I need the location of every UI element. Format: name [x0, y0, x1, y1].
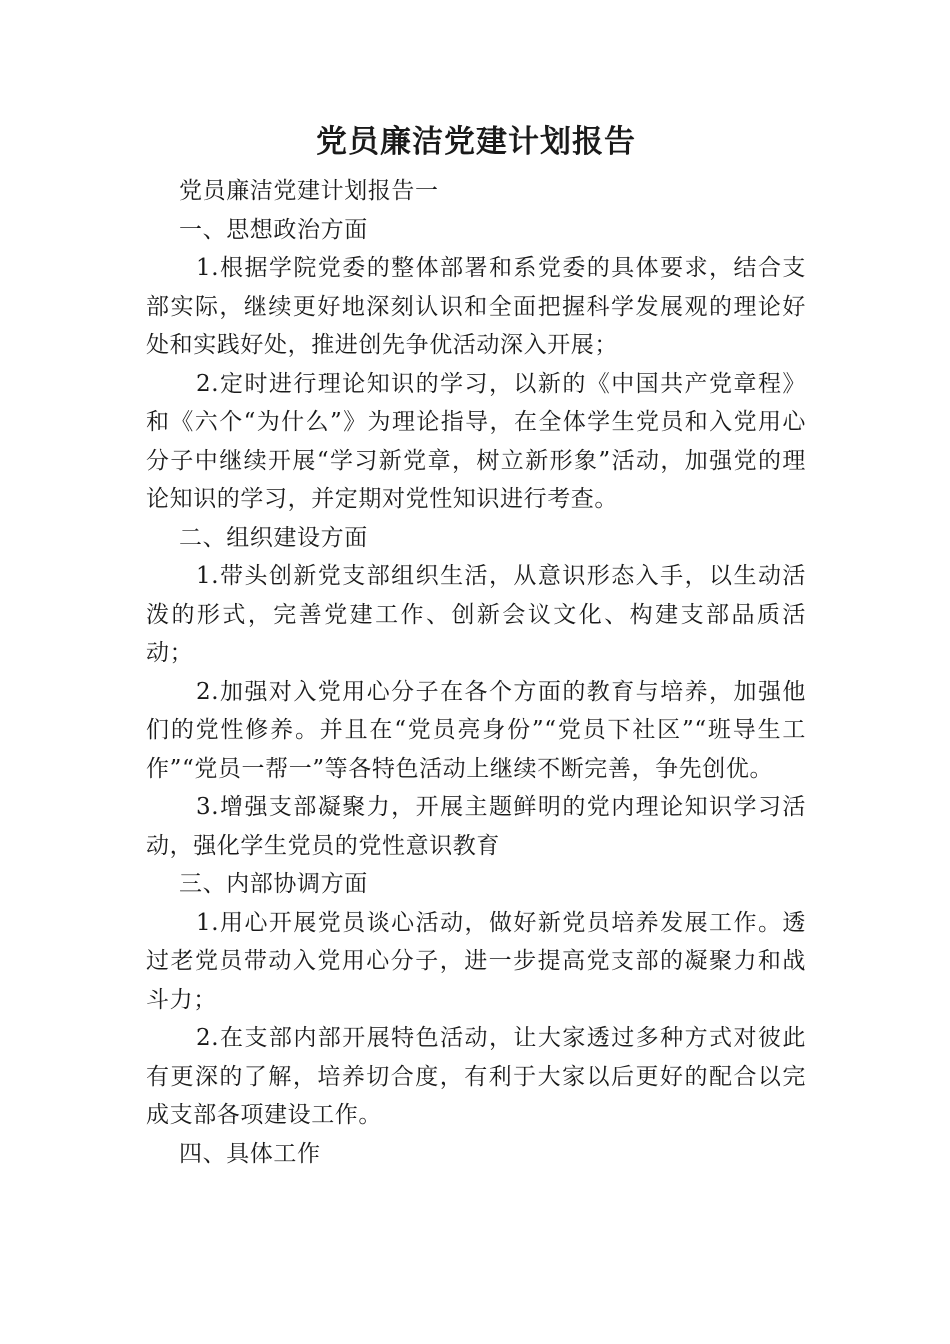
document-title: 党员廉洁党建计划报告	[316, 124, 636, 160]
paragraph-1-1: 1.根据学院党委的整体部署和系党委的具体要求，结合支部实际，继续更好地深刻认识和全面把握科学发展观的理论好处和实践好处，推进创先争优活动深入开展；	[146, 255, 806, 358]
paragraph-3-1: 1.用心开展党员谈心活动，做好新党员培养发展工作。透过老党员带动入党用心分子，进一步提高党支部的凝聚力和战斗力；	[146, 909, 806, 1013]
paragraph-2-3: 3.增强支部凝聚力，开展主题鲜明的党内理论知识学习活动，强化学生党员的党性意识教育	[146, 794, 806, 859]
paragraph-1-2: 2.定时进行理论知识的学习，以新的《中国共产党章程》和《六个“为什么”》为理论指导，在全体学生党员和入党用心分子中继续开展“学习新党章，树立新形象”活动，加强党的理论知识的学习，并定期对党性知识进行考查。	[146, 370, 806, 512]
document-page	[146, 118, 806, 1173]
document-subtitle: 党员廉洁党建计划报告一	[179, 178, 439, 204]
section-heading-2: 二、组织建设方面	[179, 524, 368, 551]
section-heading-1: 一、思想政治方面	[179, 216, 368, 243]
paragraph-2-2: 2.加强对入党用心分子在各个方面的教育与培养，加强他们的党性修养。并且在“党员亮身份”“党员下社区”“班导生工作”“党员一帮一”等各特色活动上继续不断完善，争先创优。	[146, 678, 806, 782]
paragraph-3-2: 2.在支部内部开展特色活动，让大家透过多种方式对彼此有更深的了解，培养切合度，有利于大家以后更好的配合以完成支部各项建设工作。	[146, 1025, 806, 1128]
section-heading-4: 四、具体工作	[179, 1140, 321, 1167]
section-heading-3: 三、内部协调方面	[179, 871, 368, 897]
paragraph-2-1: 1.带头创新党支部组织生活，从意识形态入手，以生动活泼的形式，完善党建工作、创新会议文化、构建支部品质活动；	[146, 563, 806, 666]
